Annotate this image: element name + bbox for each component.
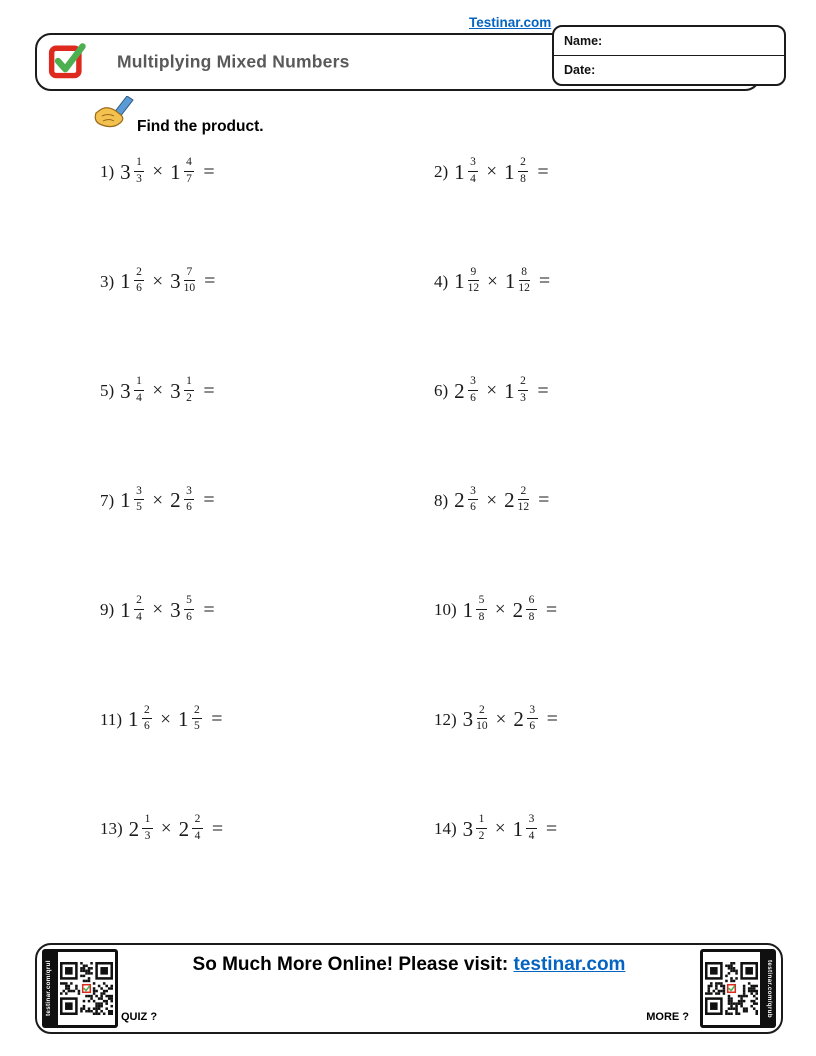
factor1-fraction	[134, 485, 145, 514]
equals-sign: =	[203, 598, 215, 621]
footer-message-text: So Much More Online! Please visit:	[192, 954, 514, 975]
times-sign: ×	[160, 818, 172, 839]
equals-sign: =	[546, 708, 558, 730]
times-sign: ×	[160, 708, 171, 730]
factor2-whole: 2	[504, 488, 515, 512]
times-sign: ×	[486, 380, 498, 401]
factor2-whole: 1	[504, 269, 516, 293]
factor1-numerator: 3	[468, 375, 479, 390]
factor1-numerator: 2	[134, 594, 145, 609]
factor1-numerator: 1	[476, 813, 487, 828]
factor2-fraction	[518, 266, 530, 295]
factor1-denominator: 4	[136, 610, 142, 623]
factor2-whole: 1	[504, 159, 515, 184]
problem-number: 6)	[434, 381, 449, 400]
factor2-whole: 1	[512, 816, 524, 841]
factor2-fraction	[184, 375, 195, 404]
factor2-fraction	[518, 485, 530, 514]
problem-4	[434, 260, 550, 304]
name-row	[554, 27, 784, 55]
equals-sign: =	[211, 708, 223, 730]
factor2-denominator: 10	[183, 282, 196, 294]
factor1-denominator: 6	[470, 501, 476, 513]
factor1-denominator: 12	[467, 282, 480, 294]
equals-sign: =	[203, 379, 215, 402]
factor2-whole: 3	[170, 269, 181, 293]
factor1-denominator: 3	[136, 172, 142, 185]
factor2-numerator: 3	[527, 704, 538, 719]
name-date-box	[552, 25, 786, 86]
factor2-whole: 2	[170, 488, 181, 512]
factor2-whole: 2	[513, 707, 524, 731]
factor1-numerator: 1	[134, 375, 145, 390]
problem-2	[434, 150, 549, 194]
qr-caption-left: testinar.com/qrul	[45, 960, 52, 1017]
factor1-whole: 1	[454, 269, 465, 293]
factor2-whole: 1	[504, 378, 515, 403]
factor1-fraction	[476, 704, 488, 733]
factor1-fraction	[468, 266, 480, 295]
name-label: Name:	[564, 34, 603, 48]
factor2-denominator: 6	[186, 501, 192, 513]
factor1-fraction	[468, 485, 479, 514]
factor2-fraction	[184, 266, 196, 295]
problem-14	[434, 807, 557, 851]
factor2-numerator: 7	[184, 266, 195, 281]
factor2-denominator: 6	[186, 610, 192, 623]
factor1-whole: 1	[120, 488, 131, 512]
qr-code-left	[60, 962, 113, 1015]
more-label: MORE ?	[646, 1011, 689, 1023]
factor1-denominator: 3	[144, 829, 151, 842]
factor2-whole: 1	[170, 159, 181, 184]
factor1-numerator: 2	[134, 266, 145, 281]
factor1-fraction	[134, 594, 145, 623]
factor2-numerator: 2	[518, 485, 529, 500]
factor1-whole: 2	[454, 378, 465, 403]
problem-number: 13)	[100, 819, 123, 838]
factor2-numerator: 6	[526, 594, 537, 609]
factor1-denominator: 6	[136, 282, 142, 294]
factor1-numerator: 9	[468, 266, 479, 281]
problem-1	[100, 150, 215, 194]
factor2-denominator: 6	[529, 720, 536, 732]
factor1-numerator: 3	[468, 156, 479, 171]
date-label: Date:	[564, 63, 596, 77]
factor2-numerator: 2	[192, 813, 203, 828]
factor1-denominator: 8	[478, 610, 485, 623]
factor1-fraction	[134, 266, 145, 295]
times-sign: ×	[495, 708, 507, 730]
times-sign: ×	[494, 599, 506, 620]
hand-writing-icon	[94, 96, 138, 132]
problem-number: 5)	[100, 381, 115, 400]
name-input-line[interactable]	[602, 27, 774, 55]
factor1-numerator: 1	[142, 813, 153, 828]
factor2-denominator: 7	[186, 172, 192, 185]
quiz-label: QUIZ ?	[121, 1011, 158, 1023]
date-input-line[interactable]	[595, 56, 774, 84]
date-row	[554, 55, 784, 84]
factor1-numerator: 1	[134, 156, 145, 171]
times-sign: ×	[152, 161, 164, 182]
equals-sign: =	[538, 270, 551, 292]
factor1-whole: 1	[462, 597, 474, 622]
factor2-denominator: 3	[520, 391, 526, 404]
factor1-whole: 2	[454, 488, 465, 512]
problem-number: 14)	[434, 819, 457, 838]
equals-sign: =	[211, 817, 224, 840]
factor1-fraction	[476, 594, 487, 623]
factor1-denominator: 6	[470, 391, 476, 404]
factor1-fraction	[142, 704, 153, 733]
factor2-denominator: 8	[520, 172, 526, 185]
footer-testinar-link[interactable]: testinar.com	[513, 954, 626, 975]
factor2-numerator: 3	[184, 485, 195, 500]
times-sign: ×	[152, 380, 164, 401]
equals-sign: =	[203, 160, 215, 183]
factor2-denominator: 12	[518, 282, 530, 294]
problem-3	[100, 260, 215, 304]
factor2-numerator: 4	[184, 156, 195, 171]
problem-13	[100, 807, 223, 851]
equals-sign: =	[545, 817, 558, 840]
equals-sign: =	[203, 489, 215, 511]
factor2-whole: 2	[512, 597, 524, 622]
factor2-denominator: 4	[528, 829, 535, 842]
factor2-numerator: 2	[192, 704, 203, 719]
times-sign: ×	[152, 270, 164, 292]
equals-sign: =	[537, 160, 549, 183]
problem-number: 7)	[100, 490, 115, 510]
factor2-denominator: 8	[528, 610, 535, 623]
factor2-fraction	[518, 156, 529, 185]
equals-sign: =	[545, 598, 558, 621]
factor2-numerator: 5	[184, 594, 195, 609]
factor2-numerator: 1	[184, 375, 195, 390]
factor2-fraction	[184, 485, 195, 514]
factor1-fraction	[468, 375, 479, 404]
problem-number: 8)	[434, 490, 449, 510]
factor2-fraction	[184, 594, 195, 623]
factor1-fraction	[134, 375, 145, 404]
factor1-denominator: 4	[470, 172, 476, 185]
instruction-text: Find the product.	[137, 118, 264, 135]
factor2-fraction	[192, 704, 203, 733]
times-sign: ×	[486, 161, 498, 182]
factor1-numerator: 5	[476, 594, 487, 609]
factor2-denominator: 12	[517, 501, 530, 513]
equals-sign: =	[537, 379, 549, 402]
factor1-numerator: 2	[142, 704, 153, 719]
factor2-numerator: 8	[519, 266, 530, 281]
factor1-numerator: 2	[477, 704, 488, 719]
factor1-denominator: 2	[478, 829, 485, 842]
problem-number: 10)	[434, 600, 457, 619]
problem-number: 4)	[434, 271, 449, 291]
factor2-fraction	[192, 813, 203, 842]
qr-caption-right: testinar.com/qrub	[766, 959, 773, 1018]
factor1-denominator: 4	[136, 391, 142, 404]
factor1-numerator: 3	[468, 485, 479, 500]
times-sign: ×	[152, 599, 164, 620]
times-sign: ×	[494, 818, 506, 839]
problem-7	[100, 479, 215, 523]
qr-block-left	[42, 949, 118, 1028]
worksheet-title: Multiplying Mixed Numbers	[117, 51, 350, 72]
problem-6	[434, 369, 549, 413]
factor2-denominator: 4	[194, 829, 201, 842]
factor2-whole: 2	[178, 816, 190, 841]
problem-number: 3)	[100, 271, 115, 291]
factor1-denominator: 6	[144, 720, 150, 732]
footer-message	[127, 954, 691, 976]
factor1-whole: 2	[128, 816, 140, 841]
factor2-whole: 3	[170, 597, 181, 622]
times-sign: ×	[486, 489, 498, 511]
times-sign: ×	[487, 270, 498, 292]
factor2-fraction	[526, 813, 537, 842]
factor2-numerator: 2	[518, 375, 529, 390]
factor2-denominator: 2	[186, 391, 192, 404]
problem-8	[434, 479, 549, 523]
qr-block-right	[700, 949, 776, 1028]
equals-sign: =	[538, 489, 550, 511]
problem-10	[434, 588, 557, 632]
factor1-fraction	[468, 156, 479, 185]
factor2-fraction	[184, 156, 195, 185]
testinar-logo-icon	[48, 41, 88, 81]
factor1-whole: 1	[120, 269, 131, 293]
problem-number: 11)	[100, 709, 123, 729]
problem-number: 9)	[100, 600, 115, 619]
problem-number: 1)	[100, 162, 115, 181]
footer	[35, 943, 783, 1034]
factor1-whole: 1	[120, 597, 131, 622]
factor1-fraction	[142, 813, 153, 842]
factor2-whole: 1	[178, 707, 189, 731]
factor1-fraction	[134, 156, 145, 185]
problem-number: 12)	[434, 709, 457, 729]
equals-sign: =	[204, 270, 216, 292]
factor2-fraction	[527, 704, 538, 733]
factor2-fraction	[526, 594, 537, 623]
factor1-denominator: 5	[136, 501, 142, 513]
factor1-fraction	[476, 813, 487, 842]
factor2-whole: 3	[170, 378, 181, 403]
qr-code-right-wrap	[703, 952, 760, 1025]
factor1-whole: 1	[128, 707, 139, 731]
factor1-denominator: 10	[476, 720, 488, 732]
factor2-fraction	[518, 375, 529, 404]
factor1-numerator: 3	[134, 485, 145, 500]
problem-12	[434, 698, 558, 742]
factor1-whole: 3	[462, 816, 474, 841]
problem-5	[100, 369, 215, 413]
qr-code-right	[705, 962, 758, 1015]
problem-number: 2)	[434, 162, 449, 181]
factor2-denominator: 5	[194, 720, 200, 732]
problem-9	[100, 588, 215, 632]
qr-code-left-wrap	[58, 952, 115, 1025]
problem-11	[100, 698, 223, 742]
factor1-whole: 3	[462, 707, 474, 731]
factor2-numerator: 3	[526, 813, 537, 828]
factor1-whole: 1	[454, 159, 465, 184]
factor1-whole: 3	[120, 159, 131, 184]
factor2-numerator: 2	[518, 156, 529, 171]
factor1-whole: 3	[120, 378, 131, 403]
times-sign: ×	[152, 489, 164, 511]
testinar-site-link[interactable]: Testinar.com	[469, 15, 552, 30]
